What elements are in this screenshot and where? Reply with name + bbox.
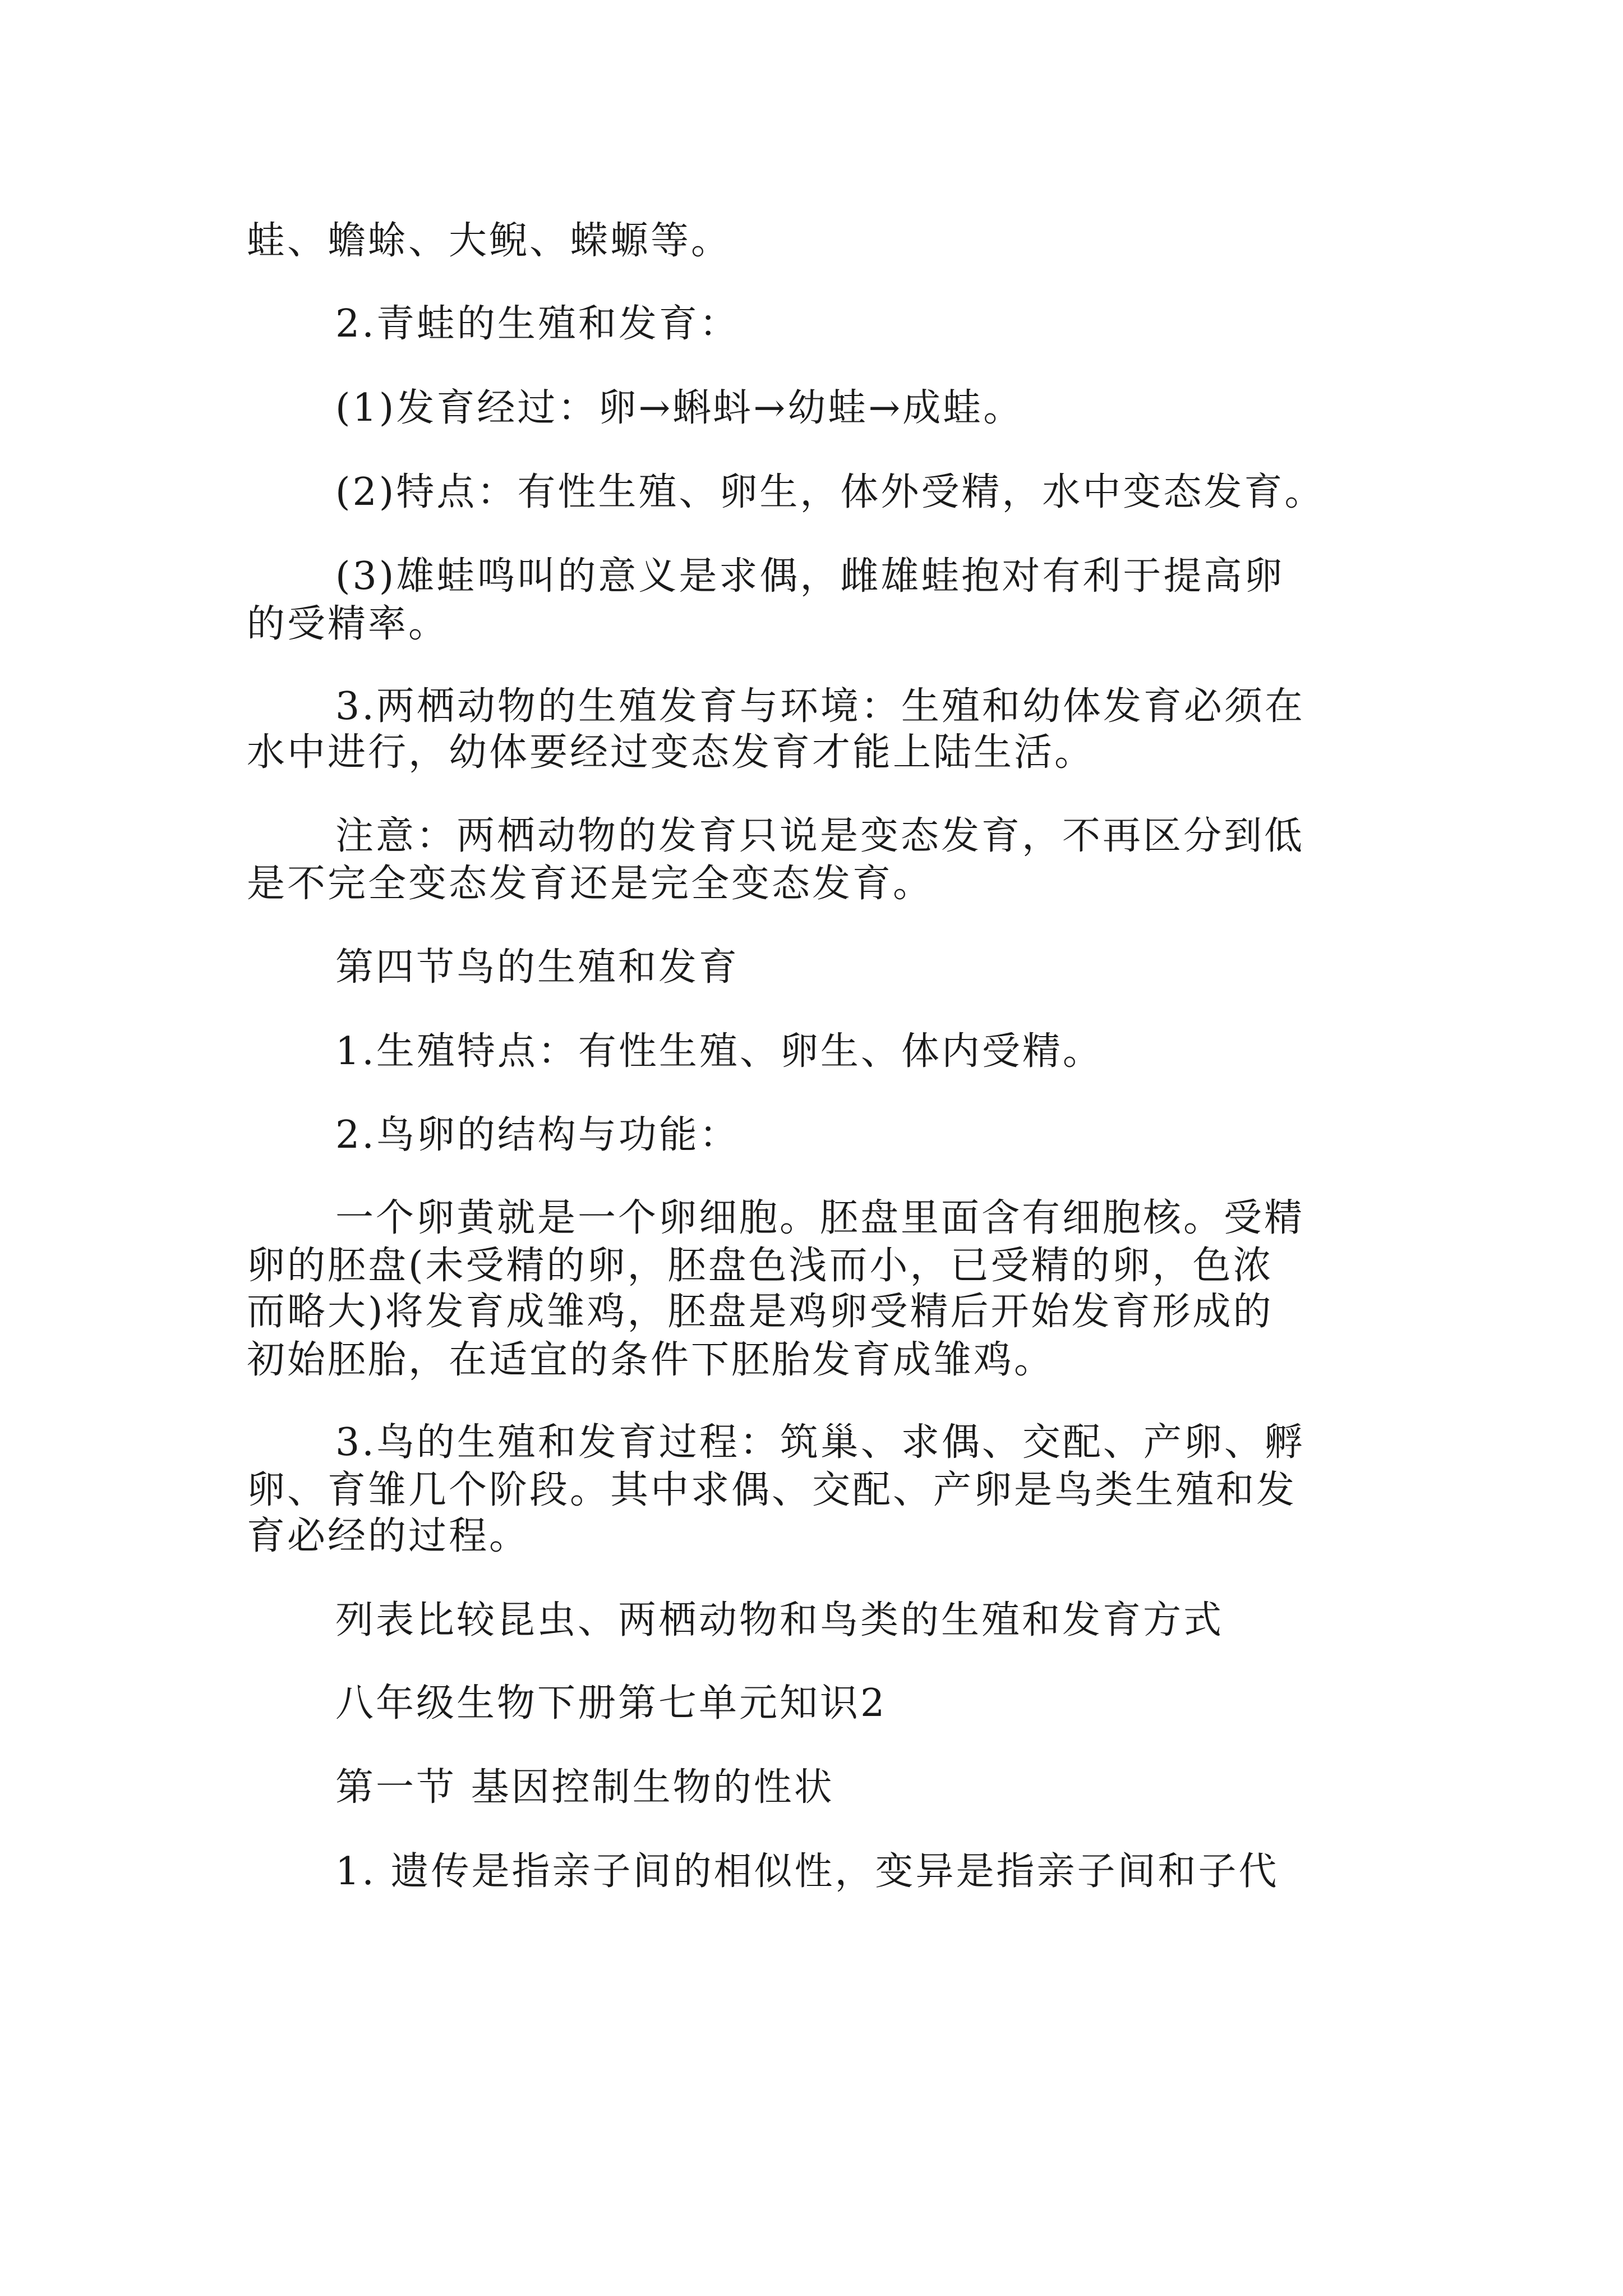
text-line: 列表比较昆虫、两栖动物和鸟类的生殖和发育方式 bbox=[335, 1598, 1224, 1642]
text-line: (2)特点：有性生殖、卵生，体外受精，水中变态发育。 bbox=[335, 470, 1325, 514]
text-line: 1.生殖特点：有性生殖、卵生、体内受精。 bbox=[335, 1029, 1103, 1074]
text-line: 卵的胚盘(未受精的卵，胚盘色浅而小，已受精的卵，色浓 bbox=[247, 1244, 1274, 1288]
text-line: 是不完全变态发育还是完全变态发育。 bbox=[247, 862, 934, 906]
section-heading: 八年级生物下册第七单元知识2 bbox=[335, 1681, 887, 1726]
text-line: 的受精率。 bbox=[247, 602, 449, 646]
text-line: 蛙、蟾蜍、大鲵、蝾螈等。 bbox=[247, 219, 732, 263]
text-line: 水中进行，幼体要经过变态发育才能上陆生活。 bbox=[247, 730, 1095, 775]
text-line: 初始胚胎，在适宜的条件下胚胎发育成雏鸡。 bbox=[247, 1338, 1055, 1382]
text-line: (1)发育经过：卵→蝌蚪→幼蛙→成蛙。 bbox=[335, 386, 1024, 430]
text-line: 育必经的过程。 bbox=[247, 1514, 530, 1558]
text-line: 3.鸟的生殖和发育过程：筑巢、求偶、交配、产卵、孵 bbox=[335, 1420, 1305, 1465]
text-line: 1. 遗传是指亲子间的相似性，变异是指亲子间和子代 bbox=[335, 1849, 1279, 1894]
text-line: 3.两栖动物的生殖发育与环境：生殖和幼体发育必须在 bbox=[335, 684, 1305, 729]
text-line: 2.鸟卵的结构与功能： bbox=[335, 1113, 740, 1157]
section-heading: 第一节 基因控制生物的性状 bbox=[335, 1765, 834, 1810]
text-line: 2.青蛙的生殖和发育： bbox=[335, 302, 740, 346]
text-line: (3)雄蛙鸣叫的意义是求偶，雌雄蛙抱对有利于提高卵 bbox=[335, 554, 1285, 599]
text-line: 一个卵黄就是一个卵细胞。胚盘里面含有细胞核。受精 bbox=[335, 1196, 1305, 1240]
section-heading: 第四节鸟的生殖和发育 bbox=[335, 945, 740, 990]
text-line: 而略大)将发育成雏鸡，胚盘是鸡卵受精后开始发育形成的 bbox=[247, 1290, 1274, 1334]
text-line: 卵、育雏几个阶段。其中求偶、交配、产卵是鸟类生殖和发 bbox=[247, 1468, 1297, 1512]
text-line: 注意：两栖动物的发育只说是变态发育，不再区分到低 bbox=[335, 814, 1305, 858]
